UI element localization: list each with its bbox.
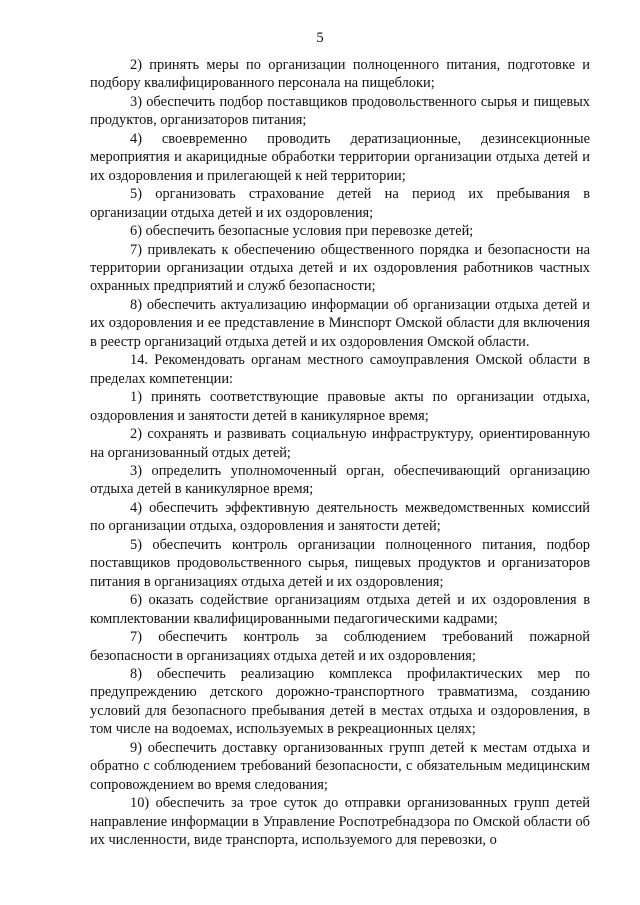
section-14-item-9: 9) обеспечить доставку организованных групп детей к местам отдыха и обратно с соблюдением требований безопасности, с обязательным медицинским сопровождением во время следования; (90, 739, 590, 793)
paragraph-item-4: 4) своевременно проводить дератизационные, дезинсекционные мероприятия и акарицидные обработки территории организации отдыха детей и их оздоровления и прилегающей к ней территории; (90, 130, 590, 184)
section-14-item-6: 6) оказать содействие организациям отдыха детей и их оздоровления в комплектовании квалифицированными педагогическими кадрами; (90, 592, 590, 627)
paragraph-item-7: 7) привлекать к обеспечению общественного порядка и безопасности на территории организации отдыха детей и их оздоровления работников частных охранных предприятий и служб безопасности; (90, 241, 590, 295)
section-14-item-5: 5) обеспечить контроль организации полноценного питания, подбор поставщиков продовольственного сырья, пищевых продуктов и организаторов питания в организациях отдыха детей и их оздоровления; (90, 536, 590, 590)
section-14-item-8: 8) обеспечить реализацию комплекса профилактических мер по предупреждению детского дорожно-транспортного травматизма, созданию условий для безопасного пребывания детей в местах отдыха и оздоровления, в том числе на водоемах, используемых в рекреационных целях; (90, 665, 590, 738)
paragraph-item-6: 6) обеспечить безопасные условия при перевозке детей; (130, 223, 474, 240)
paragraph-item-3: 3) обеспечить подбор поставщиков продовольственного сырья и пищевых продуктов, организаторов питания; (90, 93, 590, 129)
section-14-item-1: 1) принять соответствующие правовые акты по организации отдыха, оздоровления и занятости детей в каникулярное время; (90, 389, 590, 424)
section-14-heading: 14. Рекомендовать органам местного самоуправления Омской области в пределах компетенции: (90, 352, 590, 387)
paragraph-item-2: 2) принять меры по организации полноценного питания, подготовке и подбору квалифицированного персонала на пищеблоки; (90, 57, 590, 92)
page-number: 5 (316, 30, 324, 46)
section-14-item-2: 2) сохранять и развивать социальную инфраструктуру, ориентированную на организованный отдых детей; (90, 426, 590, 461)
section-14-item-4: 4) обеспечить эффективную деятельность межведомственных комиссий по организации отдыха, оздоровления и занятости детей; (90, 499, 590, 535)
section-14-item-7: 7) обеспечить контроль за соблюдением требований пожарной безопасности в организациях отдыха детей и их оздоровления; (90, 629, 590, 664)
section-14-item-10: 10) обеспечить за трое суток до отправки организованных групп детей направление информации в Управление Роспотребнадзора по Омской области об их численности, виде транспорта, используемого для перевозки, о (90, 795, 590, 849)
paragraph-item-5: 5) организовать страхование детей на период их пребывания в организации отдыха детей и их оздоровления; (90, 186, 590, 221)
paragraph-item-8: 8) обеспечить актуализацию информации об организации отдыха детей и их оздоровления и ее представление в Минспорт Омской области для включения в реестр организаций отдыха детей и их оздоровления Омской области. (90, 296, 590, 350)
section-14-item-3: 3) определить уполномоченный орган, обеспечивающий организацию отдыха детей в каникулярное время; (90, 462, 590, 498)
document-body (90, 56, 590, 849)
